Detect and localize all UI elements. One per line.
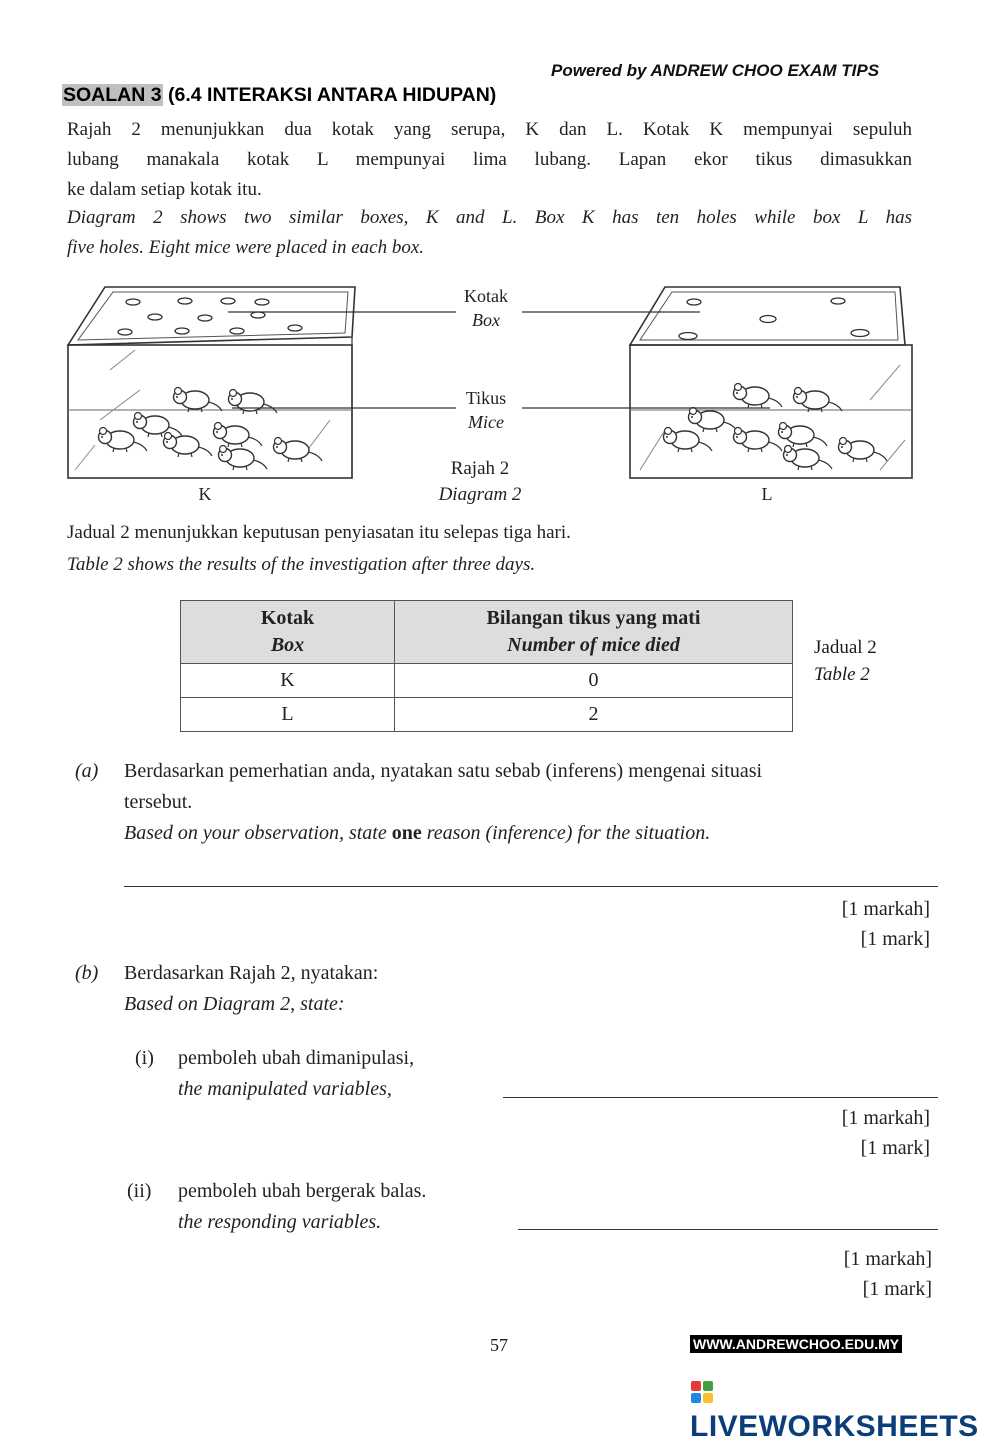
answer-b-i-line bbox=[503, 1097, 938, 1098]
intro-malay-line: lubang manakala kotak L mempunyai lima lubang. Lapan ekor tikus dimasukkan bbox=[67, 149, 912, 170]
table-header-box bbox=[181, 601, 395, 664]
part-b-i-english: the manipulated variables, bbox=[178, 1078, 392, 1100]
table-cell-died: 0 bbox=[395, 664, 793, 698]
table-label bbox=[814, 634, 877, 688]
marks-malay: [1 markah] bbox=[843, 1248, 932, 1270]
label-mice-english: Mice bbox=[468, 412, 504, 432]
question-number: SOALAN 3 bbox=[63, 84, 162, 106]
answer-b-ii-line bbox=[518, 1229, 938, 1230]
table-intro-malay: Jadual 2 menunjukkan keputusan penyiasatan itu selepas tiga hari. bbox=[67, 522, 571, 543]
part-b-ii-num: (ii) bbox=[127, 1180, 152, 1202]
table-row bbox=[181, 698, 793, 732]
table-label-english: Table 2 bbox=[814, 664, 870, 685]
part-b-ii-question bbox=[178, 1176, 426, 1238]
powered-by-text: Powered by ANDREW CHOO EXAM TIPS bbox=[551, 61, 880, 80]
table-cell-died: 2 bbox=[395, 698, 793, 732]
label-box-malay: Kotak bbox=[464, 286, 508, 306]
label-mice-malay: Tikus bbox=[465, 388, 507, 408]
header-box-english: Box bbox=[270, 634, 305, 656]
part-a-english bbox=[124, 818, 934, 849]
marks-english: [1 mark] bbox=[862, 1278, 932, 1300]
part-b-question bbox=[124, 958, 378, 1020]
intro-english-line: five holes. Eight mice were placed in each box. bbox=[67, 237, 425, 258]
marks-b-ii bbox=[700, 1244, 932, 1304]
part-b-letter: (b) bbox=[75, 962, 99, 984]
table-cell-box: K bbox=[181, 664, 395, 698]
header-box-malay: Kotak bbox=[260, 607, 315, 629]
question-topic: (6.4 INTERAKSI ANTARA HIDUPAN) bbox=[162, 84, 497, 106]
question-title bbox=[62, 84, 496, 107]
part-a-english-before: Based on your observation, state bbox=[124, 822, 392, 844]
table-intro-english: Table 2 shows the results of the investigation after three days. bbox=[67, 554, 536, 575]
box-k-mice bbox=[99, 388, 323, 471]
results-table bbox=[180, 600, 793, 732]
marks-english: [1 mark] bbox=[860, 1137, 930, 1159]
part-a-malay-line: Berdasarkan pemerhatian anda, nyatakan satu sebab (inferens) mengenai situasi bbox=[124, 760, 763, 782]
intro-english bbox=[67, 203, 912, 263]
label-box bbox=[440, 284, 532, 332]
diagram-caption-malay: Rajah 2 bbox=[450, 458, 510, 479]
liveworksheets-logo bbox=[690, 1376, 1000, 1444]
header-died-malay: Bilangan tikus yang mati bbox=[486, 607, 701, 629]
box-k bbox=[68, 287, 355, 478]
part-b-i-question bbox=[178, 1043, 414, 1105]
part-a-english-after: reason (inference) for the situation. bbox=[421, 822, 711, 844]
answer-b-ii-field[interactable] bbox=[518, 1203, 938, 1229]
answer-b-i-field[interactable] bbox=[503, 1071, 938, 1097]
label-mice bbox=[440, 386, 532, 434]
part-b-ii-english: the responding variables. bbox=[178, 1211, 382, 1233]
intro-english-line: Diagram 2 shows two similar boxes, K and L. Box K has ten holes while box L has bbox=[67, 207, 912, 228]
diagram-caption-english: Diagram 2 bbox=[438, 484, 522, 505]
part-b-ii-malay: pemboleh ubah bergerak balas. bbox=[178, 1180, 427, 1202]
table-label-malay: Jadual 2 bbox=[814, 637, 877, 658]
answer-a-field[interactable] bbox=[124, 860, 938, 886]
marks-malay: [1 markah] bbox=[841, 1107, 930, 1129]
answer-a-line bbox=[124, 886, 938, 887]
table-header-row bbox=[181, 601, 793, 664]
liveworksheets-icon bbox=[690, 1380, 714, 1404]
part-a-letter: (a) bbox=[75, 760, 99, 782]
marks-english: [1 mark] bbox=[860, 928, 930, 950]
part-a-question bbox=[124, 756, 934, 849]
part-b-english: Based on Diagram 2, state: bbox=[124, 993, 345, 1015]
part-a-malay-line: tersebut. bbox=[124, 791, 193, 813]
liveworksheets-text: LIVEWORKSHEETS bbox=[690, 1410, 979, 1443]
marks-a bbox=[700, 894, 930, 954]
part-b-i-num: (i) bbox=[135, 1047, 154, 1069]
table-header-died bbox=[395, 601, 793, 664]
page-number: 57 bbox=[490, 1335, 508, 1355]
intro-malay bbox=[67, 115, 912, 205]
intro-malay-line: Rajah 2 menunjukkan dua kotak yang serupa, K dan L. Kotak K mempunyai sepuluh bbox=[67, 119, 912, 140]
box-l bbox=[630, 287, 912, 478]
diagram-caption bbox=[410, 456, 550, 508]
part-b-i-malay: pemboleh ubah dimanipulasi, bbox=[178, 1047, 415, 1069]
label-box-english: Box bbox=[472, 310, 500, 330]
part-b-malay: Berdasarkan Rajah 2, nyatakan: bbox=[124, 962, 379, 984]
marks-malay: [1 markah] bbox=[841, 898, 930, 920]
website-link[interactable]: WWW.ANDREWCHOO.EDU.MY bbox=[690, 1335, 902, 1353]
part-a-english-bold: one bbox=[391, 822, 422, 844]
box-k-label: K bbox=[198, 484, 212, 504]
table-row bbox=[181, 664, 793, 698]
header-died-english: Number of mice died bbox=[507, 634, 680, 656]
table-cell-box: L bbox=[181, 698, 395, 732]
marks-b-i bbox=[700, 1103, 930, 1163]
intro-malay-line: ke dalam setiap kotak itu. bbox=[67, 179, 262, 200]
box-l-mice bbox=[664, 384, 888, 471]
box-l-label: L bbox=[761, 484, 773, 504]
